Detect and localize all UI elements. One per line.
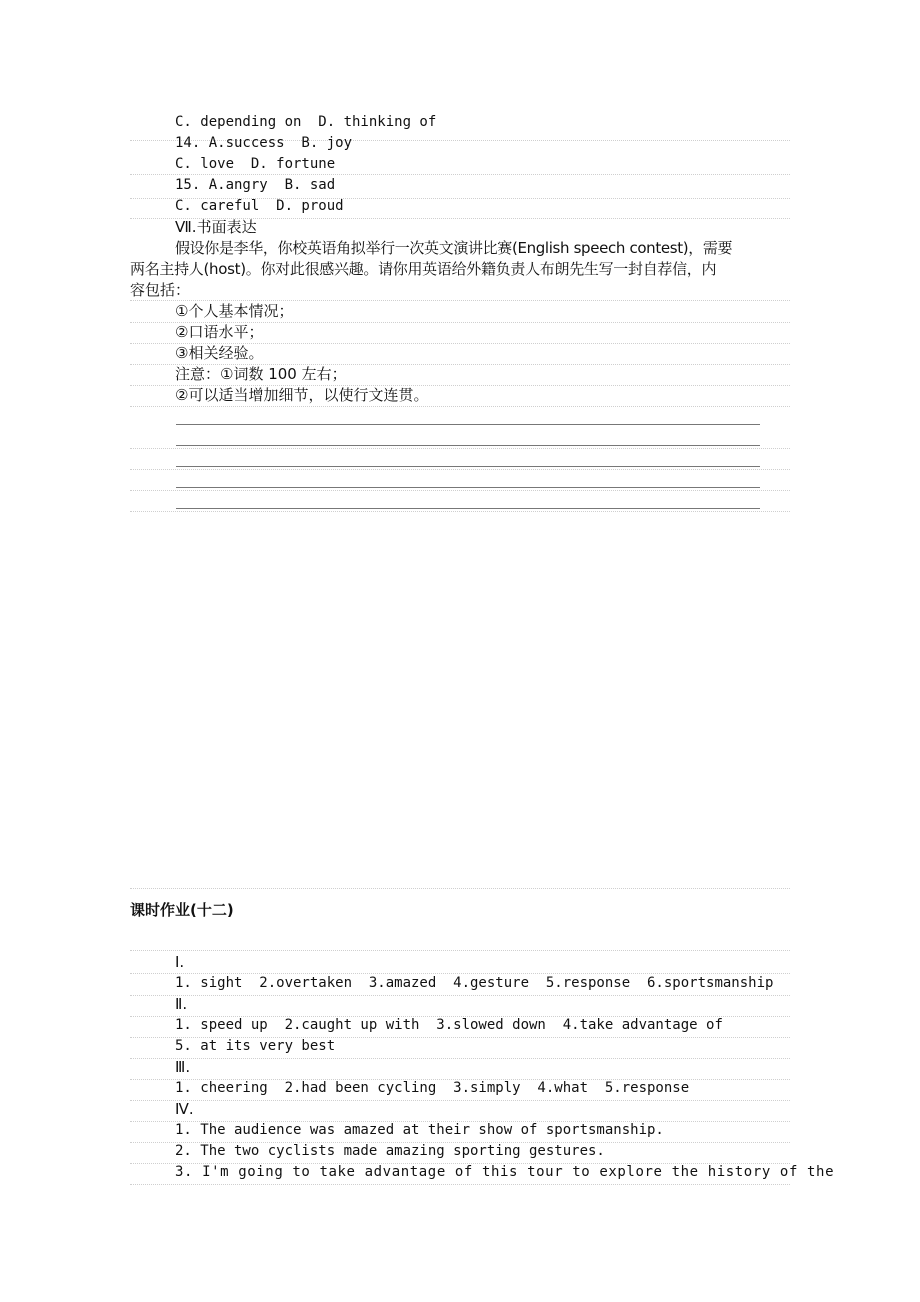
answer-line[interactable] (176, 445, 760, 446)
guide-line (130, 511, 790, 512)
section-3-answers: 1. cheering 2.had been cycling 3.simply 4.what 5.response (175, 1080, 690, 1096)
guide-line (130, 448, 790, 449)
section-7-title: Ⅶ.书面表达 (175, 218, 257, 236)
writing-prompt-line-1: 假设你是李华，你校英语角拟举行一次英文演讲比赛(English speech contest)，需要 (175, 239, 733, 257)
guide-line (130, 1100, 790, 1101)
writing-prompt-line-2: 两名主持人(host)。你对此很感兴趣。请你用英语给外籍负责人布朗先生写一封自荐信，内 (130, 260, 717, 278)
note-2: ②可以适当增加细节，以使行文连贯。 (175, 386, 429, 404)
answer-line[interactable] (176, 466, 760, 467)
question-13-options-cd: C. depending on D. thinking of (175, 114, 437, 130)
content-point-1: ①个人基本情况； (175, 302, 294, 320)
guide-line (130, 490, 790, 491)
answer-line[interactable] (176, 424, 760, 425)
guide-line (130, 995, 790, 996)
guide-line (130, 950, 790, 951)
section-2-label: Ⅱ. (175, 995, 188, 1013)
section-2-answers-b: 5. at its very best (175, 1038, 336, 1054)
question-14-options-ab: 14. A.success B. joy (175, 135, 353, 151)
writing-prompt-line-3: 容包括： (130, 281, 191, 299)
guide-line (130, 1184, 790, 1185)
section-4-label: Ⅳ. (175, 1100, 194, 1118)
section-3-label: Ⅲ. (175, 1058, 191, 1076)
section-4-answer-1: 1. The audience was amazed at their show of sportsmanship. (175, 1122, 664, 1138)
content-point-2: ②口语水平； (175, 323, 264, 341)
section-2-answers-a: 1. speed up 2.caught up with 3.slowed down 4.take advantage of (175, 1017, 723, 1033)
guide-line (130, 888, 790, 889)
guide-line (130, 406, 790, 407)
section-1-answers: 1. sight 2.overtaken 3.amazed 4.gesture 5.response 6.sportsmanship (175, 975, 774, 991)
note-1: 注意：①词数 100 左右； (175, 365, 347, 383)
content-point-3: ③相关经验。 (175, 344, 264, 362)
answer-line[interactable] (176, 508, 760, 509)
section-4-answer-2: 2. The two cyclists made amazing sporting gestures. (175, 1143, 605, 1159)
section-4-answer-3: 3. I'm going to take advantage of this tour to explore the history of the (175, 1164, 835, 1180)
question-15-options-cd: C. careful D. proud (175, 198, 344, 214)
guide-line (130, 1058, 790, 1059)
answer-line[interactable] (176, 487, 760, 488)
question-14-options-cd: C. love D. fortune (175, 156, 336, 172)
answer-key-title: 课时作业(十二) (130, 901, 234, 919)
section-1-label: Ⅰ. (175, 953, 185, 971)
guide-line (130, 469, 790, 470)
question-15-options-ab: 15. A.angry B. sad (175, 177, 336, 193)
